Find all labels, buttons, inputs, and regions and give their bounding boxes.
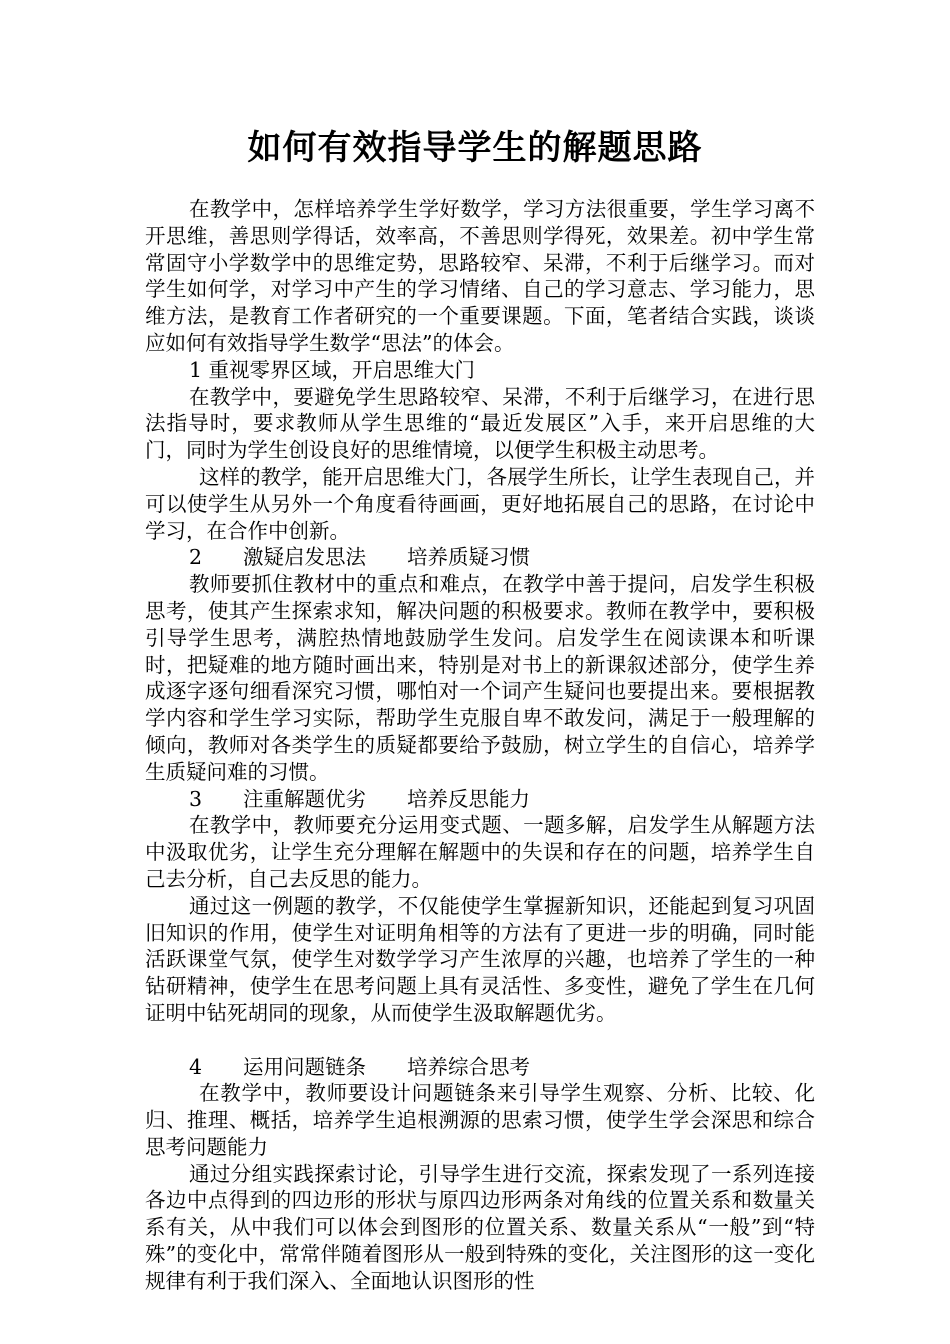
paragraph: 通过分组实践探索讨论，引导学生进行交流，探索发现了一系列连接各边中点得到的四边形的形状与原四边形两条对角线的位置关系和数量关系有关，从中我们可以体会到图形的位置关系、数量关系从“一般”到“特殊”的变化中，常常伴随着图形从一般到特殊的变化，关注图形的这一变化规律有利于我们深入、全面地认识图形的性 [145,1161,815,1293]
document-body [145,196,815,1295]
paragraph: 在教学中，要避免学生思路较窄、呆滞，不利于后继学习，在进行思法指导时，要求教师从学生思维的“最近发展区”入手，来开启思维的大门，同时为学生创设良好的思维情境，以便学生积极主动思考。 [145,384,815,463]
document-title: 如何有效指导学生的解题思路 [247,128,703,168]
section-heading-4: 4 运用问题链条 培养综合思考 [189,1054,531,1079]
paragraph-spacer [145,1027,815,1054]
paragraph: 这样的教学，能开启思维大门，各展学生所长，让学生表现自己，并可以使学生从另外一个角度看待画画，更好地拓展自己的思路，在讨论中学习，在合作中创新。 [145,464,815,543]
paragraph: 在教学中，教师要设计问题链条来引导学生观察、分析、比较、化归、推理、概括，培养学生追根溯源的思索习惯，使学生学会深思和综合思考问题能力 [145,1081,815,1159]
paragraph: 在教学中，教师要充分运用变式题、一题多解，启发学生从解题方法中汲取优劣，让学生充分理解在解题中的失误和存在的问题，培养学生自己去分析，自己去反思的能力。 [145,813,815,891]
paragraph: 教师要抓住教材中的重点和难点，在教学中善于提问，启发学生积极思考，使其产生探索求知，解决问题的积极要求。教师在教学中，要积极引导学生思考，满腔热情地鼓励学生发问。启发学生在阅读课本和听课时，把疑难的地方随时画出来，特别是对书上的新课叙述部分，使学生养成逐字逐句细看深究习惯，哪怕对一个词产生疑问也要提出来。要根据教学内容和学生学习实际，帮助学生克服自卑不敢发问，满足于一般理解的倾向，教师对各类学生的质疑都要给予鼓励，树立学生的自信心，培养学生质疑问难的习惯。 [145,572,815,784]
paragraph: 通过这一例题的教学，不仅能使学生掌握新知识，还能起到复习巩固旧知识的作用，使学生对证明角相等的方法有了更进一步的明确，同时能活跃课堂气氛，使学生对数学学习产生浓厚的兴趣，也培养了学生的一种钻研精神，使学生在思考问题上具有灵活性、多变性，避免了学生在几何证明中钻死胡同的现象，从而使学生汲取解题优劣。 [145,893,815,1025]
section-heading-1: 1 重视零界区域，开启思维大门 [189,357,476,382]
paragraph-intro: 在教学中，怎样培养学生学好数学，学习方法很重要，学生学习离不开思维，善思则学得话，效率高，不善思则学得死，效果差。初中学生常常固守小学数学中的思维定势，思路较窄、呆滞，不利于后继学习。而对学生如何学，对学习中产生的学习情绪、自己的学习意志、学习能力，思维方法，是教育工作者研究的一个重要课题。下面，笔者结合实践，谈谈应如何有效指导学生数学“思法”的体会。 [145,197,815,355]
section-heading-3: 3 注重解题优劣 培养反思能力 [189,786,531,811]
section-heading-2: 2 激疑启发思法 培养质疑习惯 [189,545,531,570]
